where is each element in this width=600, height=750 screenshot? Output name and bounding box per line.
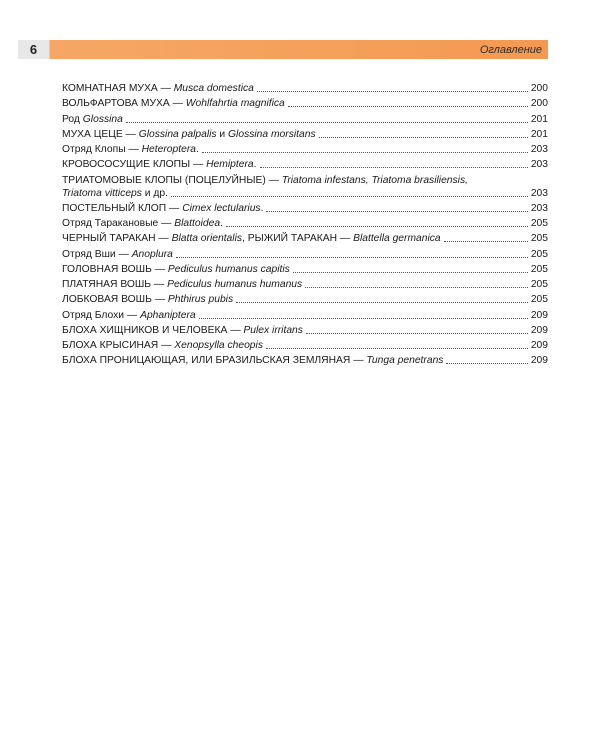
toc-page-number: 200 [530, 98, 548, 110]
toc-entry-text: ГОЛОВНАЯ ВОШЬ — Pediculus humanus capitis [62, 263, 290, 275]
toc-leader [444, 240, 528, 242]
toc-entry-text: БЛОХА ПРОНИЦАЮЩАЯ, ИЛИ БРАЗИЛЬСКАЯ ЗЕМЛЯНАЯ — Tunga penetrans [62, 355, 444, 367]
toc-page-number: 209 [530, 324, 548, 336]
toc-leader [199, 317, 528, 319]
toc-entry[interactable] [62, 248, 548, 261]
toc-page-number: 209 [530, 340, 548, 351]
toc-entry-text: ПОСТЕЛЬНЫЙ КЛОП — Cimex lectularius. [62, 202, 264, 214]
toc-page-number: 201 [530, 128, 548, 140]
toc-leader [226, 225, 528, 227]
toc-page-number: 201 [530, 113, 548, 125]
toc-page-number: 203 [530, 202, 548, 214]
toc-entry[interactable] [62, 128, 548, 141]
toc-leader [236, 301, 528, 303]
toc-entry-text: ВОЛЬФАРТОВА МУХА — Wohlfahrtia magnifica [62, 98, 285, 110]
toc-page-number: 209 [530, 355, 548, 367]
toc-page-number: 209 [530, 309, 548, 321]
toc-entry[interactable] [62, 82, 548, 95]
toc-entry[interactable] [62, 278, 548, 291]
toc-entry[interactable] [62, 339, 548, 352]
toc-entry-text: Род Glossina [62, 113, 123, 125]
toc-entry-text: ЧЕРНЫЙ ТАРАКАН — Blatta orientalis, РЫЖИЙ ТАРАКАН — Blattella germanica [62, 233, 441, 245]
toc-leader [446, 362, 527, 364]
toc-entry[interactable] [62, 158, 548, 171]
toc-leader [319, 136, 528, 138]
toc-leader [266, 210, 527, 212]
toc-entry[interactable] [62, 202, 548, 215]
toc-page-number: 205 [530, 233, 548, 245]
toc-leader [266, 347, 528, 349]
toc-page-number: 200 [530, 83, 548, 94]
section-title: Оглавление [50, 40, 548, 59]
toc-entry[interactable] [62, 174, 548, 200]
toc-entry-text-line2: Triatoma vitticeps и др. [62, 187, 168, 199]
page-header [18, 40, 548, 59]
toc-leader [257, 90, 528, 92]
toc-page-number: 203 [530, 144, 548, 155]
toc-entry[interactable] [62, 232, 548, 245]
toc-entry-text: МУХА ЦЕЦЕ — Glossina palpalis и Glossina morsitans [62, 128, 316, 140]
toc-entry[interactable] [62, 143, 548, 156]
toc-entry-text: Отряд Вши — Anoplura [62, 248, 173, 260]
toc-leader [306, 332, 528, 334]
toc-entry-text: Отряд Клопы — Heteroptera. [62, 144, 199, 155]
toc-entry[interactable] [62, 97, 548, 110]
toc-leader [176, 256, 528, 258]
toc-entry[interactable] [62, 113, 548, 126]
toc-entry-text: БЛОХА КРЫСИНАЯ — Xenopsylla cheopis [62, 340, 263, 351]
toc-entry-text: Отряд Таракановые — Blattoidea. [62, 218, 223, 229]
toc-entry[interactable] [62, 354, 548, 367]
toc-entry-text: ПЛАТЯНАЯ ВОШЬ — Pediculus humanus humanus [62, 279, 303, 290]
toc-entry-text: КОМНАТНАЯ МУХА — Musca domestica [62, 83, 254, 94]
toc-page-number: 203 [530, 187, 548, 199]
toc-entry[interactable] [62, 293, 548, 306]
toc-page-number: 203 [530, 159, 548, 171]
toc-entry[interactable] [62, 217, 548, 230]
toc-page-number: 205 [530, 248, 548, 260]
toc-page-number: 205 [530, 294, 548, 306]
toc-entry[interactable] [62, 309, 548, 322]
toc-page-number: 205 [530, 218, 548, 229]
toc-entry-text: ЛОБКОВАЯ ВОШЬ — Phthirus pubis [62, 294, 234, 306]
toc-leader [288, 105, 528, 107]
table-of-contents [62, 82, 548, 370]
toc-entry-text: ТРИАТОМОВЫЕ КЛОПЫ (ПОЦЕЛУЙНЫЕ) — Triatoma infestans, Triatoma brasiliensis, [62, 174, 468, 186]
toc-entry-text: Отряд Блохи — Aphaniptera [62, 309, 196, 321]
page-number: 6 [18, 40, 50, 59]
toc-entry[interactable] [62, 263, 548, 276]
toc-entry-text: КРОВОСОСУЩИЕ КЛОПЫ — Hemiptera. [62, 159, 257, 171]
toc-leader [126, 121, 528, 123]
toc-leader [202, 151, 528, 153]
toc-leader [260, 166, 528, 168]
toc-page-number: 205 [530, 263, 548, 275]
toc-page-number: 205 [530, 279, 548, 290]
toc-leader [305, 286, 528, 288]
toc-leader [293, 271, 528, 273]
toc-entry-text: БЛОХА ХИЩНИКОВ И ЧЕЛОВЕКА — Pulex irritans [62, 324, 303, 336]
toc-entry[interactable] [62, 324, 548, 337]
toc-leader [171, 195, 528, 197]
